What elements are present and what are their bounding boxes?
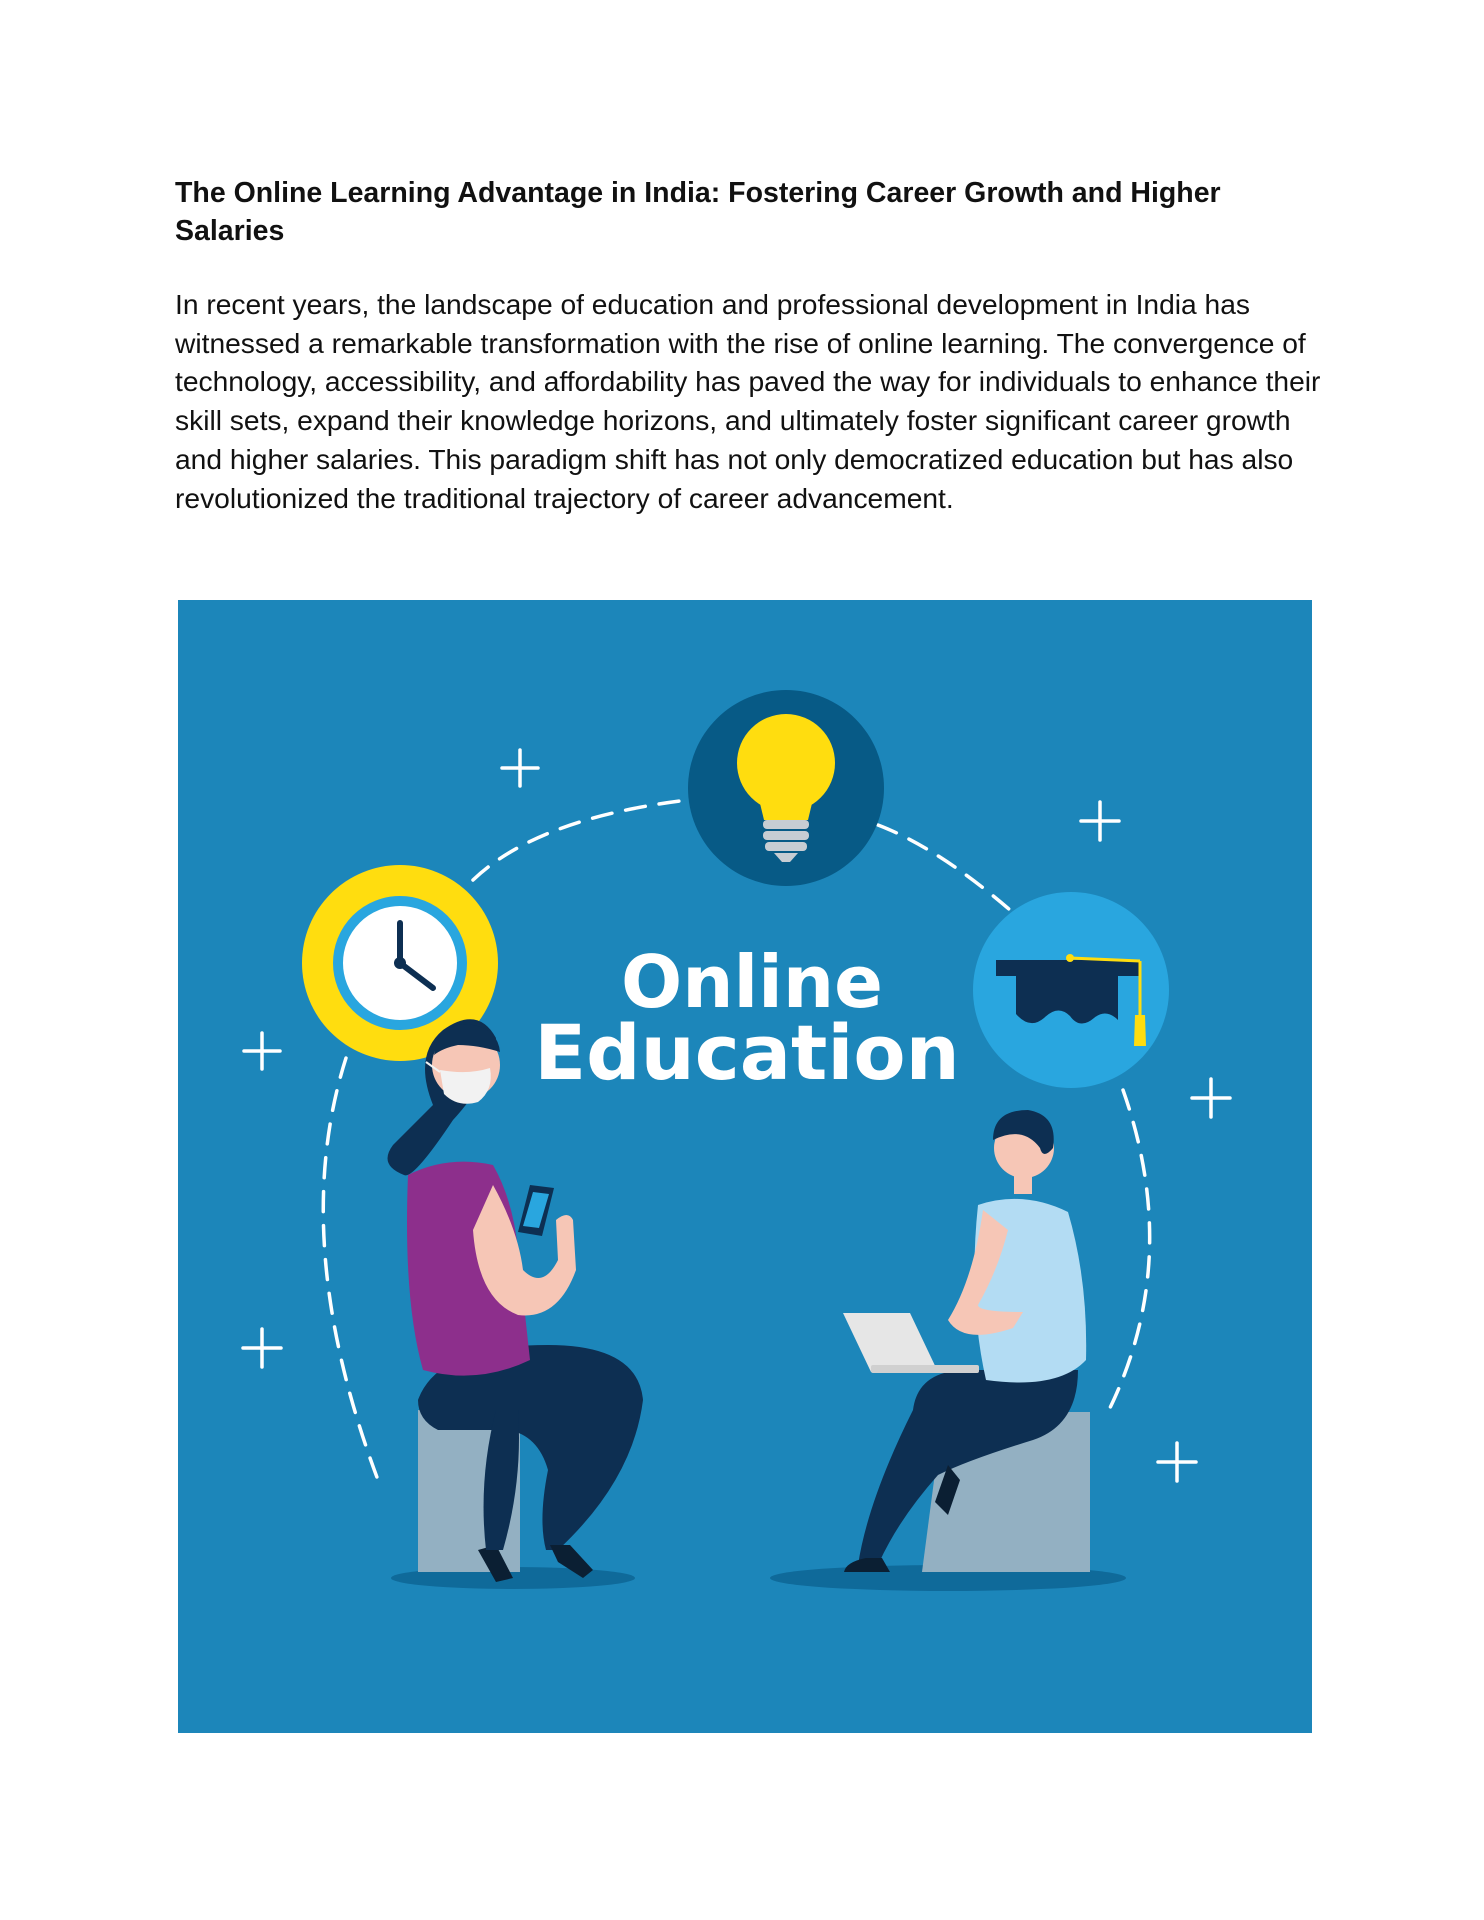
graduation-cap-icon — [973, 892, 1169, 1088]
page-title: The Online Learning Advantage in India: Fostering Career Growth and Higher Salaries — [175, 177, 1221, 247]
intro-paragraph: In recent years, the landscape of education and professional development in India has witnessed a remarkable transformation with the rise of online learning. The convergence of technology, accessibility, and affordability has paved the way for individuals to enhance their skill sets, expand their knowledge horizons, and ultimately foster significant career growth and higher salaries. This paradigm shift has not only democratized education but has also revolutionized the traditional trajectory of career advancement. — [175, 288, 1321, 514]
illustration-heading-online: Online — [621, 940, 883, 1024]
online-education-illustration — [178, 600, 1312, 1733]
illustration-heading-education: Education — [534, 1008, 960, 1097]
lightbulb-icon — [688, 690, 884, 886]
laptop-icon — [871, 1365, 979, 1373]
